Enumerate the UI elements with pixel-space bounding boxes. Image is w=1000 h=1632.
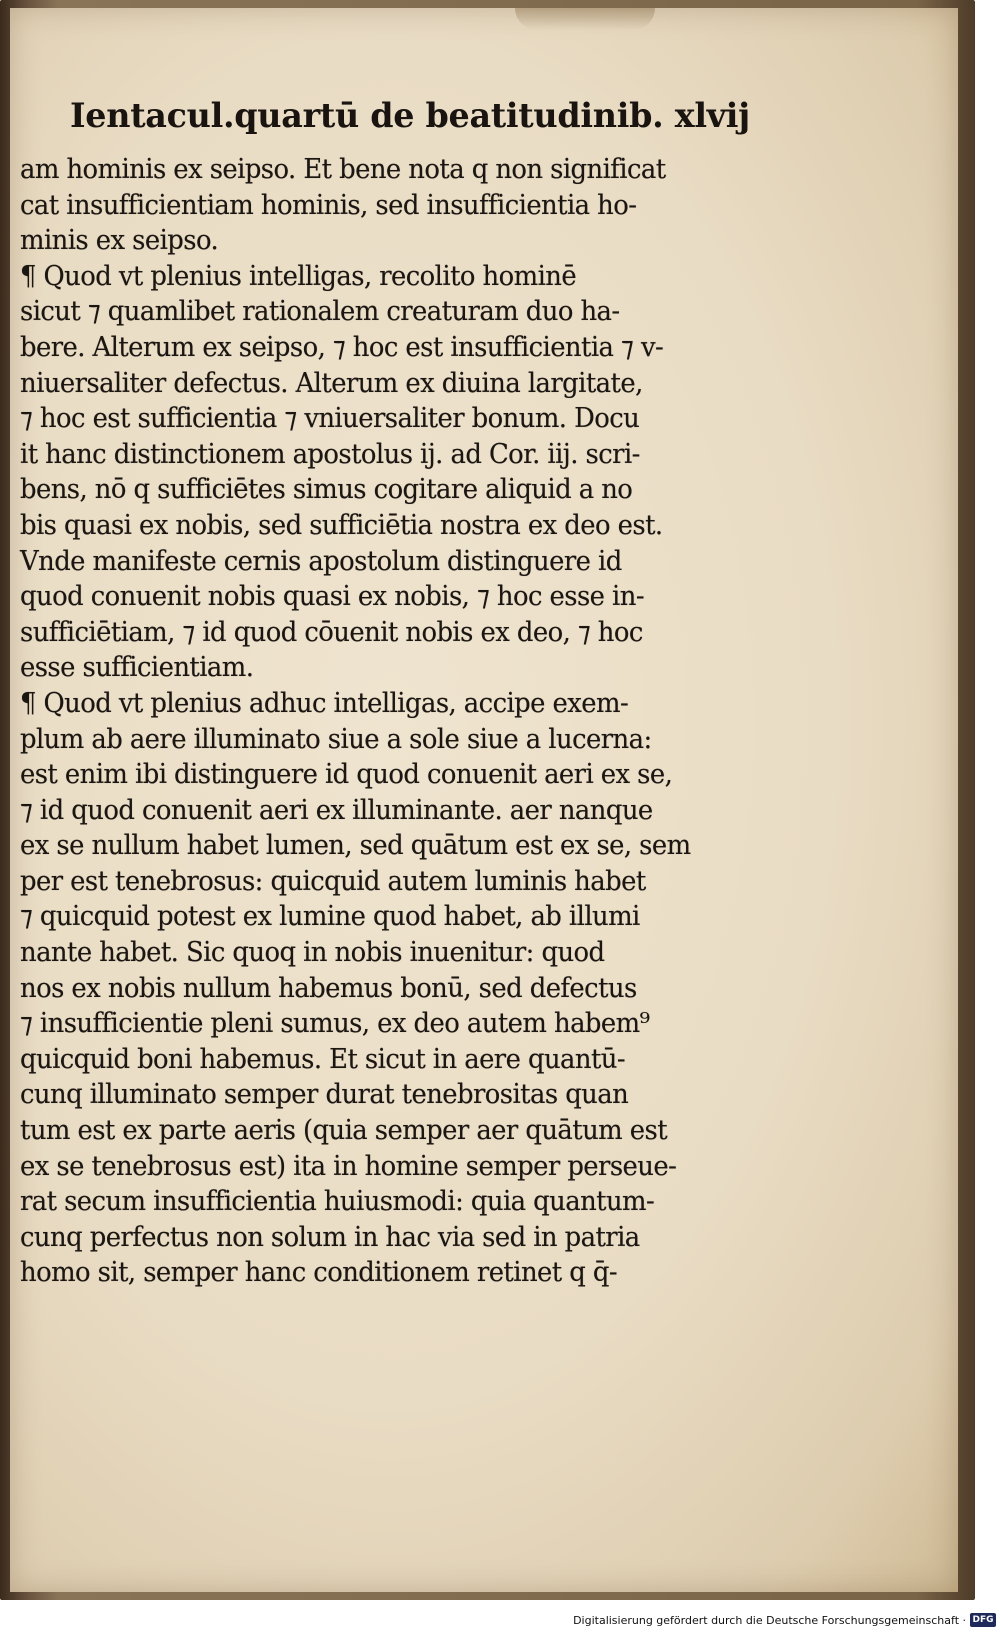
running-head: Ientacul.quartū de beatitudinib. xlvij bbox=[70, 96, 750, 136]
text-line: ¶ Quod vt plenius intelligas, recolito hominē bbox=[20, 260, 577, 292]
text-line: per est tenebrosus: quicquid autem luminis habet bbox=[20, 865, 646, 897]
text-line: ⁊ hoc est sufficientia ⁊ vniuersaliter bonum. Docu bbox=[20, 403, 640, 435]
text-line: plum ab aere illuminato siue a sole siue a lucerna: bbox=[20, 723, 652, 755]
text-line: minis ex seipso. bbox=[20, 225, 219, 257]
text-line: ex se tenebrosus est) ita in homine semper perseue- bbox=[20, 1150, 677, 1182]
text-line: bere. Alterum ex seipso, ⁊ hoc est insufficientia ⁊ v- bbox=[20, 331, 664, 363]
text-line: cunq illuminato semper durat tenebrositas quan bbox=[20, 1079, 629, 1111]
page-body-text bbox=[20, 152, 740, 1291]
text-line: ⁊ quicquid potest ex lumine quod habet, ab illumi bbox=[20, 901, 640, 933]
text-line: am hominis ex seipso. Et bene nota q non significat bbox=[20, 154, 666, 185]
text-line: ex se nullum habet lumen, sed quātum est ex se, sem bbox=[20, 830, 691, 862]
text-line: esse sufficientiam. bbox=[20, 652, 254, 684]
text-line: quicquid boni habemus. Et sicut in aere quantū- bbox=[20, 1043, 626, 1075]
text-line: bens, nō q sufficiētes simus cogitare aliquid a no bbox=[20, 474, 633, 506]
digitization-credit: Digitalisierung gefördert durch die Deutsche Forschungsgemeinschaft · bbox=[573, 1614, 966, 1627]
text-line: sufficiētiam, ⁊ id quod cōuenit nobis ex deo, ⁊ hoc bbox=[20, 616, 643, 648]
text-line: cunq perfectus non solum in hac via sed in patria bbox=[20, 1221, 640, 1253]
text-line: sicut ⁊ quamlibet rationalem creaturam duo ha- bbox=[20, 296, 620, 328]
text-line: bis quasi ex nobis, sed sufficiētia nostra ex deo est. bbox=[20, 509, 663, 541]
text-line: it hanc distinctionem apostolus ij. ad Cor. iij. scri- bbox=[20, 438, 640, 470]
text-line: nante habet. Sic quoq in nobis inuenitur: quod bbox=[20, 937, 605, 969]
text-line: ⁊ insufficientie pleni sumus, ex deo autem habem⁹ bbox=[20, 1008, 650, 1040]
text-line: niuersaliter defectus. Alterum ex diuina largitate, bbox=[20, 367, 643, 399]
text-line: Vnde manifeste cernis apostolum distinguere id bbox=[20, 545, 622, 577]
text-line: quod conuenit nobis quasi ex nobis, ⁊ hoc esse in- bbox=[20, 581, 645, 613]
text-line: homo sit, semper hanc conditionem retinet q q̄- bbox=[20, 1257, 618, 1289]
text-line: ⁊ id quod conuenit aeri ex illuminante. aer nanque bbox=[20, 794, 653, 826]
text-line: nos ex nobis nullum habemus bonū, sed defectus bbox=[20, 972, 637, 1004]
text-line: est enim ibi distinguere id quod conuenit aeri ex se, bbox=[20, 759, 673, 791]
text-line: cat insufficientiam hominis, sed insufficientia ho- bbox=[20, 189, 637, 221]
text-line: tum est ex parte aeris (quia semper aer quātum est bbox=[20, 1115, 668, 1147]
text-line: ¶ Quod vt plenius adhuc intelligas, accipe exem- bbox=[20, 687, 629, 719]
dfg-logo: DFG bbox=[970, 1613, 996, 1627]
text-line: rat secum insufficientia huiusmodi: quia quantum- bbox=[20, 1186, 655, 1218]
